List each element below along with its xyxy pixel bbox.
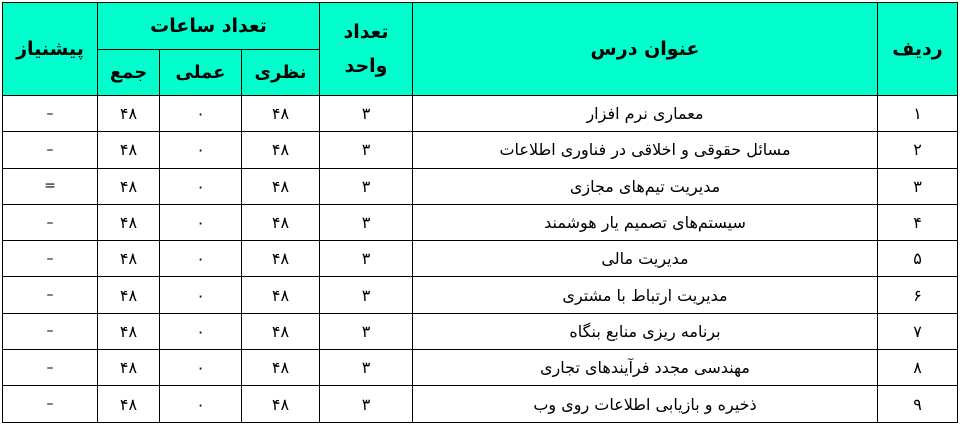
table-row <box>3 168 958 204</box>
table-header <box>3 3 958 96</box>
prerequisite-cell: – <box>3 277 98 313</box>
course-title-cell: ذخیره و بازیابی اطلاعات روی وب <box>413 386 878 422</box>
practical-hours-cell: ۰ <box>160 132 242 168</box>
header-units-line1: تعداد <box>343 21 389 43</box>
prerequisite-cell: – <box>3 313 98 349</box>
practical-hours-cell: ۰ <box>160 350 242 386</box>
prerequisite-cell: = <box>3 168 98 204</box>
prerequisite-cell: – <box>3 96 98 132</box>
total-hours-cell: ۴۸ <box>98 96 160 132</box>
total-hours-cell: ۴۸ <box>98 313 160 349</box>
units-cell: ۳ <box>320 204 413 240</box>
row-number-cell: ۳ <box>878 168 958 204</box>
table-row <box>3 204 958 240</box>
total-hours-cell: ۴۸ <box>98 350 160 386</box>
row-number-cell: ۴ <box>878 204 958 240</box>
row-number-cell: ۲ <box>878 132 958 168</box>
table-row <box>3 277 958 313</box>
total-hours-cell: ۴۸ <box>98 132 160 168</box>
prerequisite-cell: – <box>3 132 98 168</box>
table-row <box>3 241 958 277</box>
practical-hours-cell: ۰ <box>160 204 242 240</box>
course-title-cell: معماری نرم افزار <box>413 96 878 132</box>
units-cell: ۳ <box>320 386 413 422</box>
units-cell: ۳ <box>320 132 413 168</box>
course-title-cell: مدیریت مالی <box>413 241 878 277</box>
theory-hours-cell: ۴۸ <box>242 204 320 240</box>
header-practical: عملی <box>160 50 242 96</box>
units-cell: ۳ <box>320 96 413 132</box>
prerequisite-cell: – <box>3 386 98 422</box>
theory-hours-cell: ۴۸ <box>242 241 320 277</box>
row-number-cell: ۶ <box>878 277 958 313</box>
theory-hours-cell: ۴۸ <box>242 132 320 168</box>
header-prerequisite: پیشنیاز <box>3 3 98 96</box>
row-number-cell: ۷ <box>878 313 958 349</box>
prerequisite-cell: – <box>3 350 98 386</box>
course-title-cell: مدیریت ارتباط با مشتری <box>413 277 878 313</box>
course-title-cell: برنامه ریزی منابع بنگاه <box>413 313 878 349</box>
theory-hours-cell: ۴۸ <box>242 96 320 132</box>
practical-hours-cell: ۰ <box>160 168 242 204</box>
row-number-cell: ۱ <box>878 96 958 132</box>
practical-hours-cell: ۰ <box>160 313 242 349</box>
course-title-cell: سیستم‌های تصمیم یار هوشمند <box>413 204 878 240</box>
total-hours-cell: ۴۸ <box>98 386 160 422</box>
total-hours-cell: ۴۸ <box>98 204 160 240</box>
header-theory: نظری <box>242 50 320 96</box>
table-row <box>3 132 958 168</box>
units-cell: ۳ <box>320 313 413 349</box>
units-cell: ۳ <box>320 241 413 277</box>
row-number-cell: ۸ <box>878 350 958 386</box>
theory-hours-cell: ۴۸ <box>242 350 320 386</box>
practical-hours-cell: ۰ <box>160 96 242 132</box>
course-title-cell: مهندسی مجدد فرآیندهای تجاری <box>413 350 878 386</box>
practical-hours-cell: ۰ <box>160 241 242 277</box>
header-row-top <box>3 3 958 50</box>
header-total: جمع <box>98 50 160 96</box>
prerequisite-cell: – <box>3 241 98 277</box>
header-course-title: عنوان درس <box>413 3 878 96</box>
theory-hours-cell: ۴۸ <box>242 313 320 349</box>
course-title-cell: مدیریت تیم‌های مجازی <box>413 168 878 204</box>
header-row-number: ردیف <box>878 3 958 96</box>
prerequisite-cell: – <box>3 204 98 240</box>
total-hours-cell: ۴۸ <box>98 168 160 204</box>
row-number-cell: ۵ <box>878 241 958 277</box>
table-row <box>3 386 958 422</box>
total-hours-cell: ۴۸ <box>98 277 160 313</box>
theory-hours-cell: ۴۸ <box>242 386 320 422</box>
table-body <box>3 96 958 423</box>
header-units <box>320 3 413 96</box>
course-table <box>2 2 958 423</box>
total-hours-cell: ۴۸ <box>98 241 160 277</box>
theory-hours-cell: ۴۸ <box>242 277 320 313</box>
table-row <box>3 313 958 349</box>
row-number-cell: ۹ <box>878 386 958 422</box>
practical-hours-cell: ۰ <box>160 277 242 313</box>
header-hours-group: تعداد ساعات <box>98 3 320 50</box>
table-row <box>3 350 958 386</box>
header-units-line2: واحد <box>344 55 388 77</box>
theory-hours-cell: ۴۸ <box>242 168 320 204</box>
units-cell: ۳ <box>320 277 413 313</box>
units-cell: ۳ <box>320 350 413 386</box>
table-row <box>3 96 958 132</box>
course-title-cell: مسائل حقوقی و اخلاقی در فناوری اطلاعات <box>413 132 878 168</box>
practical-hours-cell: ۰ <box>160 386 242 422</box>
units-cell: ۳ <box>320 168 413 204</box>
